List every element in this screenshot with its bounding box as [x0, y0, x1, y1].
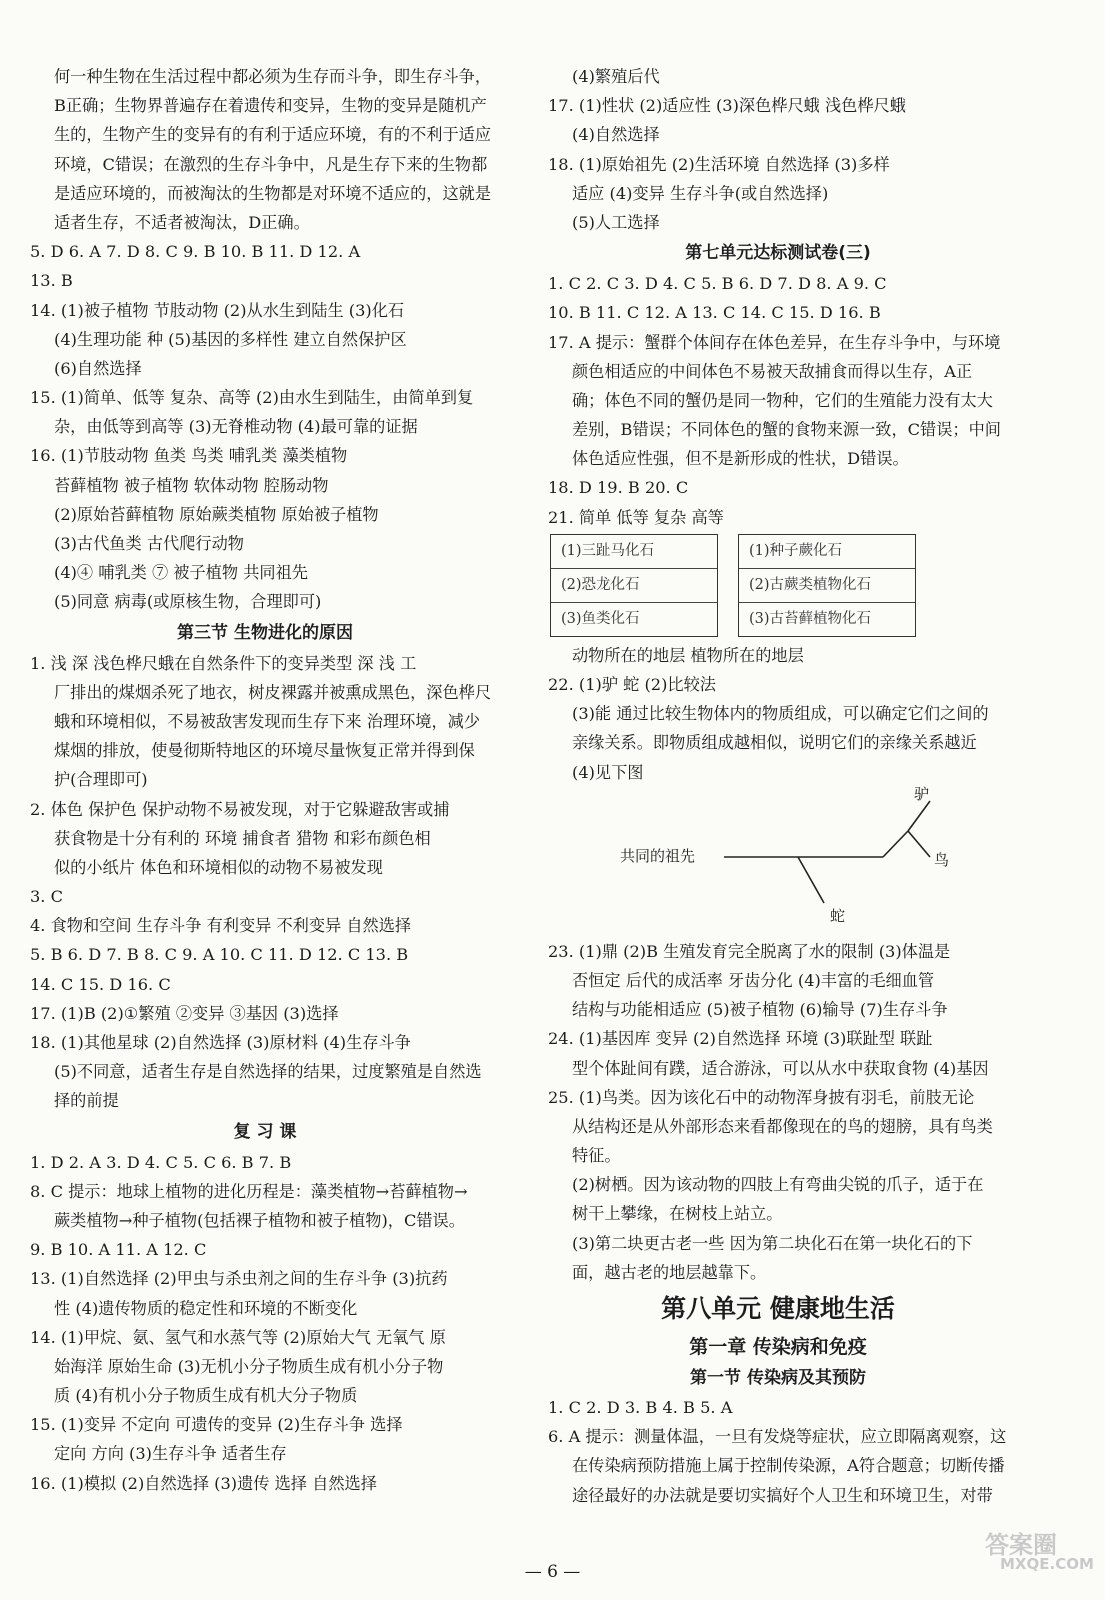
answer-line: 适者生存，不适者被淘汰，D正确。 — [54, 212, 310, 232]
answers-part-a — [548, 62, 1008, 532]
watermark-logo: 答案圈 — [985, 1531, 1057, 1559]
answer-line: (5)同意 病毒(或原核生物，合理即可) — [54, 592, 322, 612]
fossil-diagram — [548, 534, 1008, 637]
animal-fossil-box — [550, 534, 718, 637]
answer-line: 4. 食物和空间 生存斗争 有利变异 不利变异 自然选择 — [30, 916, 412, 936]
answers-part-d — [548, 1393, 1008, 1510]
answers-part-b — [548, 641, 1008, 787]
answer-line: 14. (1)甲烷、氨、氢气和水蒸气等 (2)原始大气 无氧气 原 — [30, 1327, 446, 1347]
answer-line: 18. (1)其他星球 (2)自然选择 (3)原材料 (4)生存斗争 — [30, 1033, 411, 1052]
answer-line: 差别，B错误；不同体色的蟹的食物来源一致，C错误；中间 — [572, 420, 1001, 440]
fossil-box-cell: (2)恐龙化石 — [551, 569, 717, 603]
answer-line: 颜色相适应的中间体色不易被天敌捕食而得以生存，A正 — [572, 361, 973, 381]
answer-line: 结构与功能相适应 (5)被子植物 (6)输导 (7)生存斗争 — [572, 1000, 948, 1020]
answer-line: (4)见下图 — [572, 762, 644, 782]
answer-line: B正确；生物界普遍存在着遗传和变异，生物的变异是随机产 — [54, 96, 487, 116]
answer-line: 1. 浅 深 浅色桦尺蛾在自然条件下的变异类型 深 浅 工 — [30, 653, 417, 673]
answer-line: 特征。 — [572, 1146, 621, 1166]
answer-line: 环境，C错误；在激烈的生存斗争中，凡是生存下来的生物都 — [54, 154, 488, 174]
answer-line: 13. (1)自然选择 (2)甲虫与杀虫剂之间的生存斗争 (3)抗药 — [30, 1269, 448, 1289]
answer-line: 9. B 10. A 11. A 12. C — [30, 1240, 207, 1260]
answer-line: 25. (1)鸟类。因为该化石中的动物浑身披有羽毛，前肢无论 — [548, 1087, 975, 1107]
answer-line: 23. (1)鼎 (2)B 生殖发育完全脱离了水的限制 (3)体温是 — [548, 941, 951, 961]
tree-leaf-bird: 鸟 — [934, 850, 950, 869]
answer-line: 14. C 15. D 16. C — [30, 974, 171, 994]
answer-line: 是适应环境的，而被淘汰的生物都是对环境不适应的，这就是 — [54, 183, 492, 203]
evolution-tree-diagram — [548, 784, 1008, 937]
fossil-box-cell: (3)古苔藓植物化石 — [749, 610, 872, 627]
answer-line: 杂，由低等到高等 (3)无脊椎动物 (4)最可靠的证据 — [54, 417, 418, 437]
answer-line: 17. A 提示：蟹群个体间存在体色差异，在生存斗争中，与环境 — [548, 332, 1001, 352]
chapter-title: 第一章 传染病和免疫 — [689, 1336, 867, 1358]
answer-line: 18. (1)原始祖先 (2)生活环境 自然选择 (3)多样 — [548, 154, 890, 174]
fossil-box-cell: (1)种子蕨化石 — [739, 535, 915, 569]
answer-line: (3)古代鱼类 古代爬行动物 — [54, 534, 244, 553]
answer-line: 2. 体色 保护色 保护动物不易被发现，对于它躲避敌害或捕 — [30, 799, 450, 819]
answer-line: 5. B 6. D 7. B 8. C 9. A 10. C 11. D 12. C 13. B — [30, 945, 409, 965]
tree-root-label: 共同的祖先 — [620, 846, 696, 865]
answer-line: 3. C — [30, 887, 63, 907]
answer-line: (4)自然选择 — [572, 125, 660, 145]
answer-line: (4)④ 哺乳类 ⑦ 被子植物 共同祖先 — [54, 563, 308, 583]
answer-line: (4)繁殖后代 — [572, 67, 660, 86]
section-heading: 第三节 生物进化的原因 — [177, 622, 353, 643]
answer-line: 22. (1)驴 蛇 (2)比较法 — [548, 675, 716, 694]
answer-line: (2)原始苔藓植物 原始蕨类植物 原始被子植物 — [54, 504, 379, 524]
answer-line: (5)不同意，适者生存是自然选择的结果，过度繁殖是自然选 — [54, 1062, 482, 1082]
unit-title: 第八单元 健康地生活 — [661, 1294, 895, 1323]
answer-line: 15. (1)简单、低等 复杂、高等 (2)由水生到陆生，由简单到复 — [30, 388, 474, 408]
tree-leaf-snake: 蛇 — [830, 906, 846, 925]
section-heading: 第七单元达标测试卷(三) — [685, 243, 871, 264]
answer-line: 24. (1)基因库 变异 (2)自然选择 环境 (3)联趾型 联趾 — [548, 1029, 933, 1049]
answer-line: 适应 (4)变异 生存斗争(或自然选择) — [572, 183, 829, 203]
answer-line: 蛾和环境相似，不易被敌害发现而生存下来 治理环境，减少 — [54, 711, 481, 731]
fossil-box-cell: (3)鱼类化石 — [561, 610, 640, 627]
answer-line: 煤烟的排放，使曼彻斯特地区的环境尽量恢复正常并得到保 — [54, 741, 475, 761]
answer-line: 16. (1)模拟 (2)自然选择 (3)遗传 选择 自然选择 — [30, 1473, 377, 1493]
answer-line: 15. (1)变异 不定向 可遗传的变异 (2)生存斗争 选择 — [30, 1415, 403, 1435]
plant-fossil-box — [738, 534, 916, 637]
answer-line: 1. C 2. D 3. B 4. B 5. A — [548, 1398, 733, 1417]
answer-line: 8. C 提示：地球上植物的进化历程是：藻类植物→苔藓植物→ — [30, 1181, 468, 1201]
answer-line: 16. (1)节肢动物 鱼类 鸟类 哺乳类 藻类植物 — [30, 446, 348, 466]
answer-line: 17. (1)B (2)①繁殖 ②变异 ③基因 (3)选择 — [30, 1003, 339, 1023]
answer-line: 似的小纸片 体色和环境相似的动物不易被发现 — [54, 857, 383, 877]
answer-line: 在传染病预防措施上属于控制传染源，A符合题意；切断传播 — [572, 1456, 1005, 1476]
fossil-box-cell: (2)古蕨类植物化石 — [739, 569, 915, 603]
answer-line: 始海洋 原始生命 (3)无机小分子物质生成有机小分子物 — [54, 1356, 444, 1376]
answer-line: 5. D 6. A 7. D 8. C 9. B 10. B 11. D 12. A — [30, 242, 361, 262]
right-column — [548, 62, 1008, 1510]
answer-line: 苔藓植物 被子植物 软体动物 腔肠动物 — [54, 475, 329, 495]
answer-line: (5)人工选择 — [572, 212, 660, 232]
answer-line: (2)树栖。因为该动物的四肢上有弯曲尖锐的爪子，适于在 — [572, 1175, 984, 1195]
answer-line: 10. B 11. C 12. A 13. C 14. C 15. D 16. B — [548, 303, 881, 323]
answer-line: 面，越古老的地层越靠下。 — [572, 1262, 767, 1282]
answer-line: (6)自然选择 — [54, 358, 142, 378]
answer-line: 树干上攀缘，在树枝上站立。 — [572, 1204, 783, 1224]
answer-line: (3)能 通过比较生物体内的物质组成，可以确定它们之间的 — [572, 704, 989, 724]
answer-line: 体色适应性强，但不是新形成的性状，D错误。 — [572, 449, 909, 469]
tree-leaf-donkey: 驴 — [914, 784, 930, 803]
answer-line: 蕨类植物→种子植物(包括裸子植物和被子植物)，C错误。 — [54, 1210, 465, 1230]
answer-line: 21. 简单 低等 复杂 高等 — [548, 507, 724, 527]
answer-line: 亲缘关系。即物质组成越相似，说明它们的亲缘关系越近 — [572, 733, 977, 753]
answer-line: 定向 方向 (3)生存斗争 适者生存 — [54, 1444, 287, 1464]
section-title: 第一节 传染病及其预防 — [690, 1368, 866, 1388]
section-heading: 复 习 课 — [233, 1121, 297, 1142]
answer-line: 否恒定 后代的成活率 牙齿分化 (4)丰富的毛细血管 — [572, 970, 935, 990]
answer-line: 17. (1)性状 (2)适应性 (3)深色桦尺蛾 浅色桦尺蛾 — [548, 96, 906, 116]
watermark-url: MXQE.COM — [1000, 1555, 1094, 1573]
answer-line: (4)生理功能 种 (5)基因的多样性 建立自然保护区 — [54, 329, 407, 349]
answer-line: 途径最好的办法就是要切实搞好个人卫生和环境卫生，对带 — [572, 1485, 993, 1505]
answer-line: 质 (4)有机小分子物质生成有机大分子物质 — [54, 1386, 358, 1406]
answer-line: 6. A 提示：测量体温，一旦有发烧等症状，应立即隔离观察，这 — [548, 1427, 1007, 1447]
answer-line: 14. (1)被子植物 节肢动物 (2)从水生到陆生 (3)化石 — [30, 300, 405, 320]
answer-line: 护(合理即可) — [54, 770, 148, 790]
answer-line: 何一种生物在生活过程中都必须为生存而斗争，即生存斗争， — [54, 67, 492, 86]
answer-line: (3)第二块更古老一些 因为第二块化石在第一块化石的下 — [572, 1233, 973, 1253]
fossil-box-cell: (1)三趾马化石 — [551, 535, 717, 569]
answers-part-c — [548, 937, 1008, 1287]
answer-line: 型个体趾间有蹼，适合游泳，可以从水中获取食物 (4)基因 — [572, 1058, 989, 1078]
answer-line: 生的，生物产生的变异有的有利于适应环境，有的不利于适应 — [54, 125, 492, 145]
answer-line: 13. B — [30, 271, 73, 291]
answer-line: 厂排出的煤烟杀死了地衣，树皮裸露并被熏成黑色，深色桦尺 — [54, 682, 492, 702]
answer-line: 确；体色不同的蟹仍是同一物种，它们的生殖能力没有太大 — [572, 390, 993, 410]
left-column — [30, 62, 500, 1498]
answer-line: 从结构还是从外部形态来看都像现在的鸟的翅膀，具有鸟类 — [572, 1116, 993, 1136]
answer-line: 1. D 2. A 3. D 4. C 5. C 6. B 7. B — [30, 1152, 292, 1172]
answer-line: 获食物是十分有利的 环境 捕食者 猎物 和彩布颜色相 — [54, 828, 431, 848]
answer-line: 18. D 19. B 20. C — [548, 478, 689, 498]
page-number: — 6 — — [524, 1562, 581, 1582]
answer-line: 择的前提 — [54, 1091, 119, 1111]
answer-line: 动物所在的地层 植物所在的地层 — [572, 645, 804, 665]
answer-line: 1. C 2. C 3. D 4. C 5. B 6. D 7. D 8. A 9. C — [548, 274, 887, 294]
answer-line: 性 (4)遗传物质的稳定性和环境的不断变化 — [54, 1298, 358, 1318]
